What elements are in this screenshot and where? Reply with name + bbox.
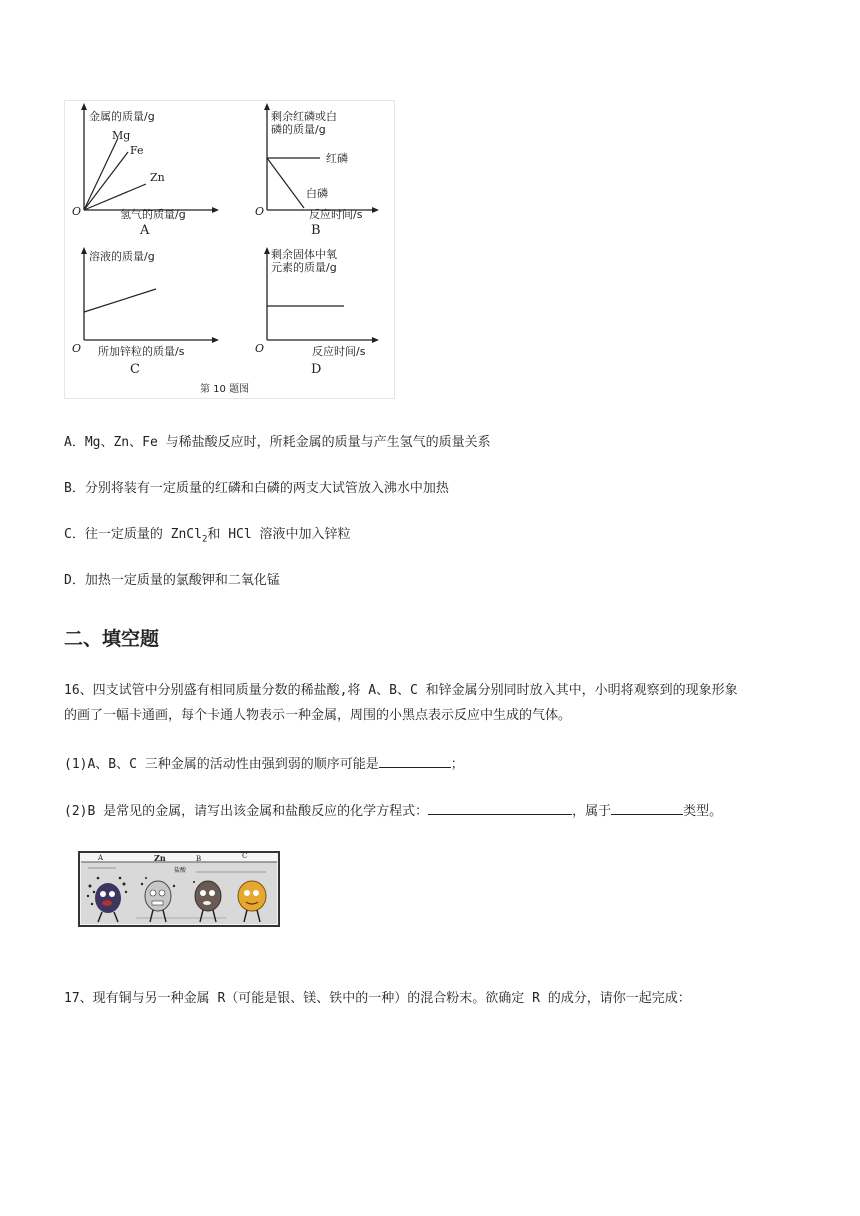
cartoon-label-b: B bbox=[196, 855, 202, 863]
q16-part-2-text: (2)B 是常见的金属，请写出该金属和盐酸反应的化学方程式： bbox=[64, 804, 429, 819]
panel-a-xlabel: 氢气的质量/g bbox=[120, 208, 186, 221]
panel-d-origin: O bbox=[255, 342, 265, 355]
panel-a-letter: A bbox=[140, 223, 150, 238]
answer-blank-reaction-type[interactable] bbox=[611, 800, 683, 815]
white-phosphorus-label: 白磷 bbox=[306, 187, 328, 200]
option-c bbox=[64, 525, 351, 550]
q16-part-2-mid: ，属于 bbox=[572, 804, 612, 819]
section-title: 二、填空题 bbox=[64, 628, 160, 650]
panel-d-letter: D bbox=[311, 362, 322, 377]
q16-part-1 bbox=[64, 753, 464, 775]
q17-text: 17、现有铜与另一种金属 R（可能是银、镁、铁中的一种）的混合粉末。欲确定 R 的成分，请你一起完成： bbox=[64, 991, 691, 1006]
answer-blank-1[interactable] bbox=[379, 753, 451, 768]
q16-part-1-end: ； bbox=[450, 757, 464, 772]
panel-d-ylabel-2: 元素的质量/g bbox=[271, 261, 337, 274]
cartoon-label-c: C bbox=[242, 852, 248, 860]
panel-b-ylabel-2: 磷的质量/g bbox=[271, 123, 326, 136]
option-c-suffix: 和 HCl 溶液中加入锌粒 bbox=[207, 527, 351, 542]
q16-part-2-end: 类型。 bbox=[683, 804, 723, 819]
cartoon-label-zn: Zn bbox=[154, 853, 166, 863]
panel-c-origin: O bbox=[72, 342, 82, 355]
q16-part-2 bbox=[64, 800, 722, 822]
q16-part-1-text: (1)A、B、C 三种金属的活动性由强到弱的顺序可能是 bbox=[64, 757, 379, 772]
option-a: A．Mg、Zn、Fe 与稀盐酸反应时，所耗金属的质量与产生氢气的质量关系 bbox=[64, 435, 491, 450]
metals-in-acid-cartoon bbox=[76, 848, 282, 928]
option-b: B．分别将装有一定质量的红磷和白磷的两支大试管放入沸水中加热 bbox=[64, 481, 449, 496]
zn-label: Zn bbox=[150, 171, 165, 184]
panel-b-origin: O bbox=[255, 205, 265, 218]
question-figure bbox=[64, 100, 396, 400]
panel-b-letter: B bbox=[311, 223, 321, 238]
q16-text-line-2: 的画了一幅卡通画，每个卡通人物表示一种金属，周围的小黑点表示反应中生成的气体。 bbox=[64, 708, 572, 723]
answer-blank-equation[interactable] bbox=[428, 800, 572, 815]
fe-label: Fe bbox=[130, 144, 144, 157]
panel-c-xlabel: 所加锌粒的质量/s bbox=[98, 345, 185, 358]
acid-label: 盐酸 bbox=[174, 867, 187, 874]
panel-d-xlabel: 反应时间/s bbox=[312, 345, 366, 358]
cartoon-label-a: A bbox=[98, 854, 104, 862]
panel-b-xlabel: 反应时间/s bbox=[309, 208, 363, 221]
panel-a-ylabel: 金属的质量/g bbox=[89, 110, 155, 123]
q16-text-line-1: 16、四支试管中分别盛有相同质量分数的稀盐酸,将 A、B、C 和锌金属分别同时放入其中，小明将观察到的现象形象 bbox=[64, 683, 738, 698]
panel-c-ylabel: 溶液的质量/g bbox=[89, 250, 155, 263]
mg-label: Mg bbox=[112, 129, 131, 142]
option-c-prefix: C．往一定质量的 ZnCl bbox=[64, 527, 202, 542]
option-d: D．加热一定质量的氯酸钾和二氧化锰 bbox=[64, 573, 280, 588]
panel-a-origin: O bbox=[72, 205, 82, 218]
panel-b-ylabel-1: 剩余红磷或白 bbox=[271, 110, 337, 123]
panel-c-letter: C bbox=[130, 362, 140, 377]
option-c-subscript: 2 bbox=[201, 534, 208, 545]
figure-caption: 第 10 题图 bbox=[200, 384, 250, 395]
red-phosphorus-label: 红磷 bbox=[326, 152, 348, 165]
panel-d-ylabel-1: 剩余固体中氧 bbox=[271, 248, 337, 261]
